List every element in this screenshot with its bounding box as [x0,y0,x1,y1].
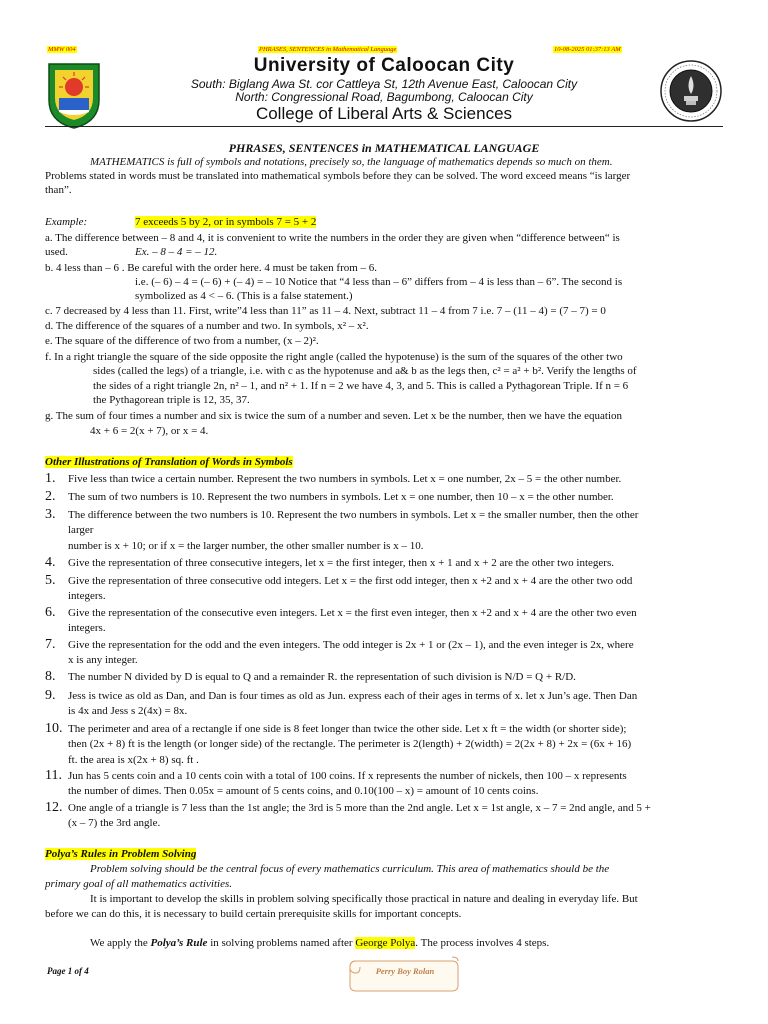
list-item-text: then (2x + 8) ft is the length (or longer side) of the rectangle. The perimeter is 2(length) + 2(width) = 2(2x + 8) + 2x = (6x + 16) [68,738,632,750]
list-item-text: The sum of two numbers is 10. Represent the two numbers in symbols. Let x = one number, then 10 – x = the other number. [68,490,614,503]
list-item-text: The difference between the two numbers is 10. Represent the two numbers in symbols. Let x = the smaller number, then the other [68,508,639,521]
example-a-line-1: a. The difference between – 8 and 4, it is convenient to write the numbers in the order they are given when “difference between“ is [45,232,620,244]
list-item-number: 9. [45,688,56,703]
page-title: PHRASES, SENTENCES in MATHEMATICAL LANGUAGE [228,141,540,155]
example-f-line-4: the Pythagorean triple is 12, 35, 37. [93,394,250,406]
example-b-line-2: i.e. (– 6) – 4 = (– 6) + (– 4) = – 10 Notice that “4 less than – 6” differs from – 4 is less than – 6”. The second is [135,276,623,288]
signature-name: Perry Boy Rolan [375,966,435,976]
list-item-text: Give the representation of three consecutive odd integers. Let x = the first odd integer, then x +2 and x + 4 are the other two odd [68,574,633,587]
example-b-line-3: symbolized as 4 < – 6. (This is a false statement.) [135,290,353,302]
list-item-text: Jun has 5 cents coin and a 10 cents coin with a total of 100 coins. If x represents the number of nickels, then 100 – x represents [68,769,627,782]
header-timestamp: 10-08-2025 01:37:13 AM [554,46,621,53]
example-e-line-1: e. The square of the difference of two from a number, (x – 2)². [45,335,319,347]
list-item-number: 2. [45,489,56,504]
example-c-line-1: c. 7 decreased by 4 less than 11. First, write”4 less than 11” as 11 – 4. Next, subtract 11 – 4 from 7 i.e. 7 – (11 – 4) = (7 – 7) = 0 [45,305,606,317]
list-item-text: ft. the area is x(2x + 8) sq. ft . [68,753,199,766]
list-item-number: 8. [45,669,56,684]
intro-line-2: Problems stated in words must be translated into mathematical symbols before they can be solved. The word exceed means “is larger [45,170,631,182]
address-north: North: Congressional Road, Bagumbong, Caloocan City [235,90,533,104]
list-item-text: integers. [68,622,106,634]
list-item-number: 11. [45,768,62,783]
polya-p3: We apply the Polya’s Rule in solving problems named after George Polya. The process involves 4 steps. [90,937,550,949]
section-heading-translation: Other Illustrations of Translation of Words in Symbols [45,456,293,468]
list-item-number: 6. [45,605,56,620]
header-doc-title: PHRASES, SENTENCES in Mathematical Language [259,46,397,53]
list-item-number: 5. [45,573,56,588]
example-g-line-2: 4x + 6 = 2(x + 7), or x = 4. [90,425,209,437]
list-item-text: Jess is twice as old as Dan, and Dan is four times as old as Jun. express each of their ages in terms of x. let x Jun’s age. Then Dan [68,689,638,702]
list-item-text: x is any integer. [68,654,138,666]
list-item-text: Give the representation of three consecutive integers, let x = the first integer, then x + 1 and x + 2 are the other two integers. [68,556,614,569]
example-a-line-2: used. [45,246,68,258]
list-item-text: Give the representation of the consecutive even integers. Let x = the first even integer, then x +2 and x + 4 are the other two even [68,606,637,619]
address-south: South: Biglang Awa St. cor Cattleya St, 12th Avenue East, Caloocan City [190,77,578,91]
list-item-text: Give the representation for the odd and the even integers. The odd integer is 2x + 1 or (2x – 1), and the even integer is 2x, where [68,638,634,651]
intro-line-3: than”. [45,184,72,196]
section-heading-polya: Polya’s Rules in Problem Solving [45,848,197,860]
college-name: College of Liberal Arts & Sciences [255,104,513,123]
header-divider [45,126,723,127]
polya-p1-line-1: Problem solving should be the central focus of every mathematics curriculum. This area of mathematics should be the [90,863,610,875]
list-item-text: number is x + 10; or if x = the larger number, the other smaller number is x – 10. [68,539,424,552]
university-name: University of Caloocan City [253,55,515,76]
list-item-text: Five less than twice a certain number. Represent the two numbers in symbols. Let x = one number, 2x – 5 = the other number. [68,472,622,485]
example-f-line-3: the sides of a right triangle 2n, n² – 1, and n² + 1. If n = 2 we have 4, 3, and 5. This is called a Pythagorean Triple. If n = 6 [93,380,629,392]
list-item-text: One angle of a triangle is 7 less than the 1st angle; the 3rd is 5 more than the 2nd angle. Let x = 1st angle, x – 7 = 2nd angle, and 5 + [68,801,651,814]
example-a-line-3: Ex. – 8 – 4 = – 12. [135,246,218,258]
course-code: MMW 004 [48,46,76,53]
example-f-line-2: sides (called the legs) of a triangle, i.e. with c as the hypotenuse and a& b as the legs then, c² = a² + b². Verify the lengths of [93,365,637,377]
list-item-text: The number N divided by D is equal to Q and a remainder R. the representation of such division is N/D = Q + R/D. [68,670,576,683]
list-item-text: integers. [68,590,106,602]
example-d-line-1: d. The difference of the squares of a number and two. In symbols, x² – x². [45,320,369,332]
list-item-text: (x – 7) the 3rd angle. [68,817,161,829]
list-item-number: 10. [45,721,63,736]
list-item-text: larger [68,524,94,536]
polya-p2-line-2: before we can do this, it is necessary to build certain prerequisite skills for important concepts. [45,908,462,920]
list-item-number: 12. [45,800,63,815]
polya-p1-line-2: primary goal of all mathematics activities. [45,878,232,890]
list-item-number: 4. [45,555,56,570]
intro-line-1: MATHEMATICS is full of symbols and notations, precisely so, the language of mathematics depends so much on them. [90,156,613,168]
list-item-number: 1. [45,471,56,486]
page-number: Page 1 of 4 [47,966,89,976]
list-item-text: the number of dimes. Then 0.05x = amount of 5 cents coins, and 0.10(100 – x) = amount of 10 cents coins. [68,785,539,797]
example-g-line-1: g. The sum of four times a number and six is twice the sum of a number and seven. Let x be the number, then we have the equation [45,410,623,422]
example-b-line-1: b. 4 less than – 6 . Be careful with the order here. 4 must be taken from – 6. [45,262,378,274]
example-label: Example: [45,216,88,228]
list-item-number: 7. [45,637,56,652]
example-f-line-1: f. In a right triangle the square of the side opposite the right angle (called the hypotenuse) is the sum of the squares of the other two [45,351,623,363]
list-item-text: The perimeter and area of a rectangle if one side is 8 feet longer than twice the other side. Let x ft = the width (or shorter side); [68,722,627,735]
polya-p2-line-1: It is important to develop the skills in problem solving specifically those practical in nature and dealing in everyday life. But [90,893,638,905]
list-item-number: 3. [45,507,56,522]
example-text: 7 exceeds 5 by 2, or in symbols 7 = 5 + 2 [135,216,317,228]
list-item-text: is 4x and Jess s 2(4x) = 8x. [68,705,188,717]
